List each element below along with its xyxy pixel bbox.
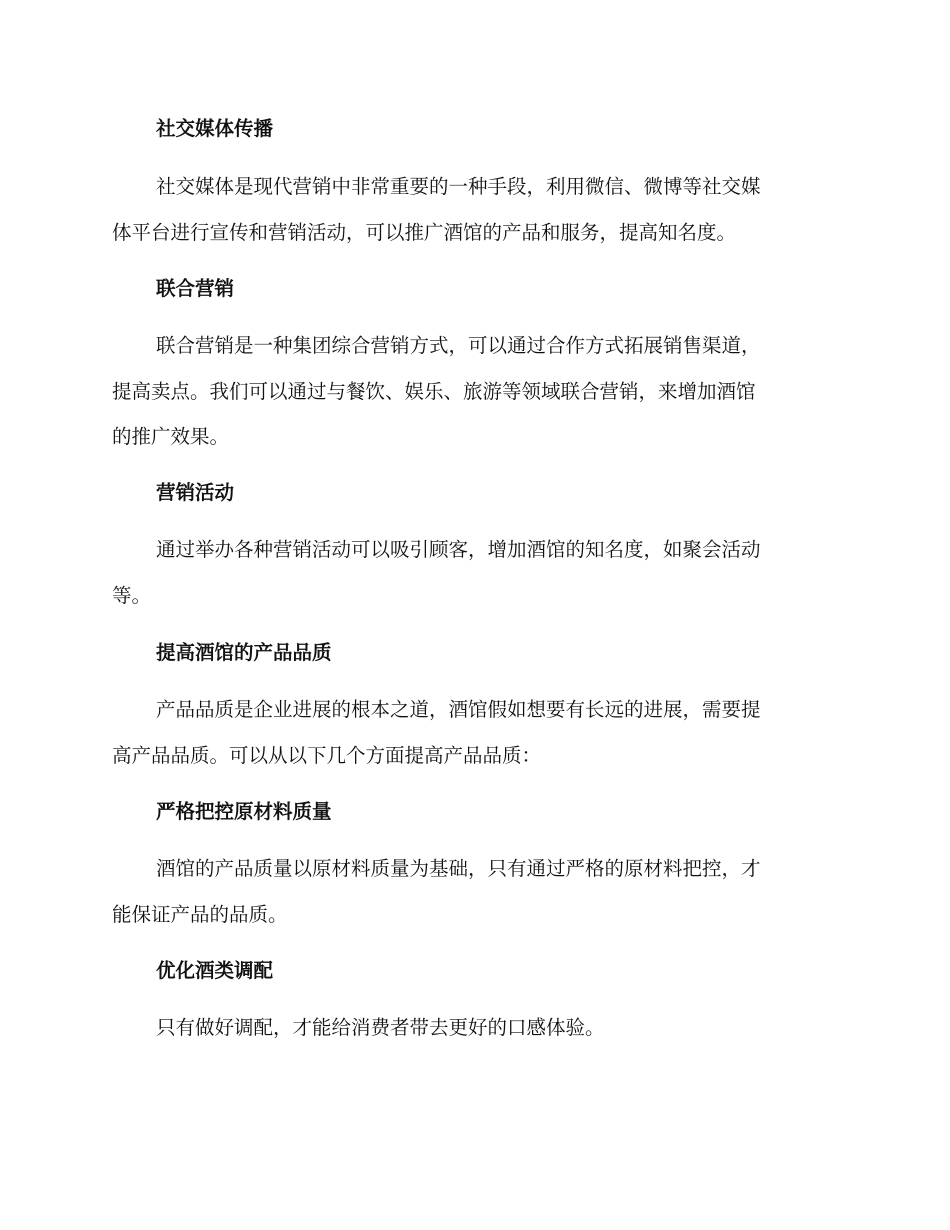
section-paragraph-product-quality	[112, 687, 834, 778]
section-paragraph-marketing-events	[112, 527, 834, 618]
paragraph-line: 能保证产品的品质。	[112, 902, 288, 926]
paragraph-line: 只有做好调配，才能给消费者带去更好的口感体验。	[156, 1016, 605, 1039]
section-heading-social-media: 社交媒体传播	[156, 117, 274, 140]
paragraph-line: 产品品质是企业进展的根本之道，酒馆假如想要有长远的进展，需要提	[156, 698, 761, 721]
paragraph-line: 等。	[112, 583, 152, 607]
paragraph-line: 联合营销是一种集团综合营销方式，可以通过合作方式拓展销售渠道，	[156, 334, 761, 357]
paragraph-line: 提高卖点。我们可以通过与餐饮、娱乐、旅游等领域联合营销，来增加酒馆	[112, 379, 756, 403]
paragraph-line: 的推广效果。	[112, 425, 230, 448]
paragraph-line: 通过举办各种营销活动可以吸引顾客，增加酒馆的知名度，如聚会活动	[156, 538, 761, 561]
section-heading-product-quality: 提高酒馆的产品品质	[156, 641, 332, 664]
section-paragraph-social-media	[112, 164, 834, 255]
section-paragraph-liquor-blending	[112, 1005, 834, 1051]
section-heading-marketing-events: 营销活动	[156, 481, 235, 504]
paragraph-line: 高产品品质。可以从以下几个方面提高产品品质：	[112, 743, 542, 767]
section-paragraph-joint-marketing	[112, 323, 834, 460]
section-heading-liquor-blending: 优化酒类调配	[156, 959, 274, 982]
section-heading-joint-marketing: 联合营销	[156, 277, 235, 300]
section-paragraph-raw-materials	[112, 846, 834, 937]
paragraph-line: 酒馆的产品质量以原材料质量为基础，只有通过严格的原材料把控，才	[156, 857, 761, 880]
paragraph-line: 社交媒体是现代营销中非常重要的一种手段，利用微信、微博等社交媒	[156, 175, 761, 198]
paragraph-line: 体平台进行宣传和营销活动，可以推广酒馆的产品和服务，提高知名度。	[112, 220, 737, 244]
section-heading-raw-materials: 严格把控原材料质量	[156, 800, 332, 823]
